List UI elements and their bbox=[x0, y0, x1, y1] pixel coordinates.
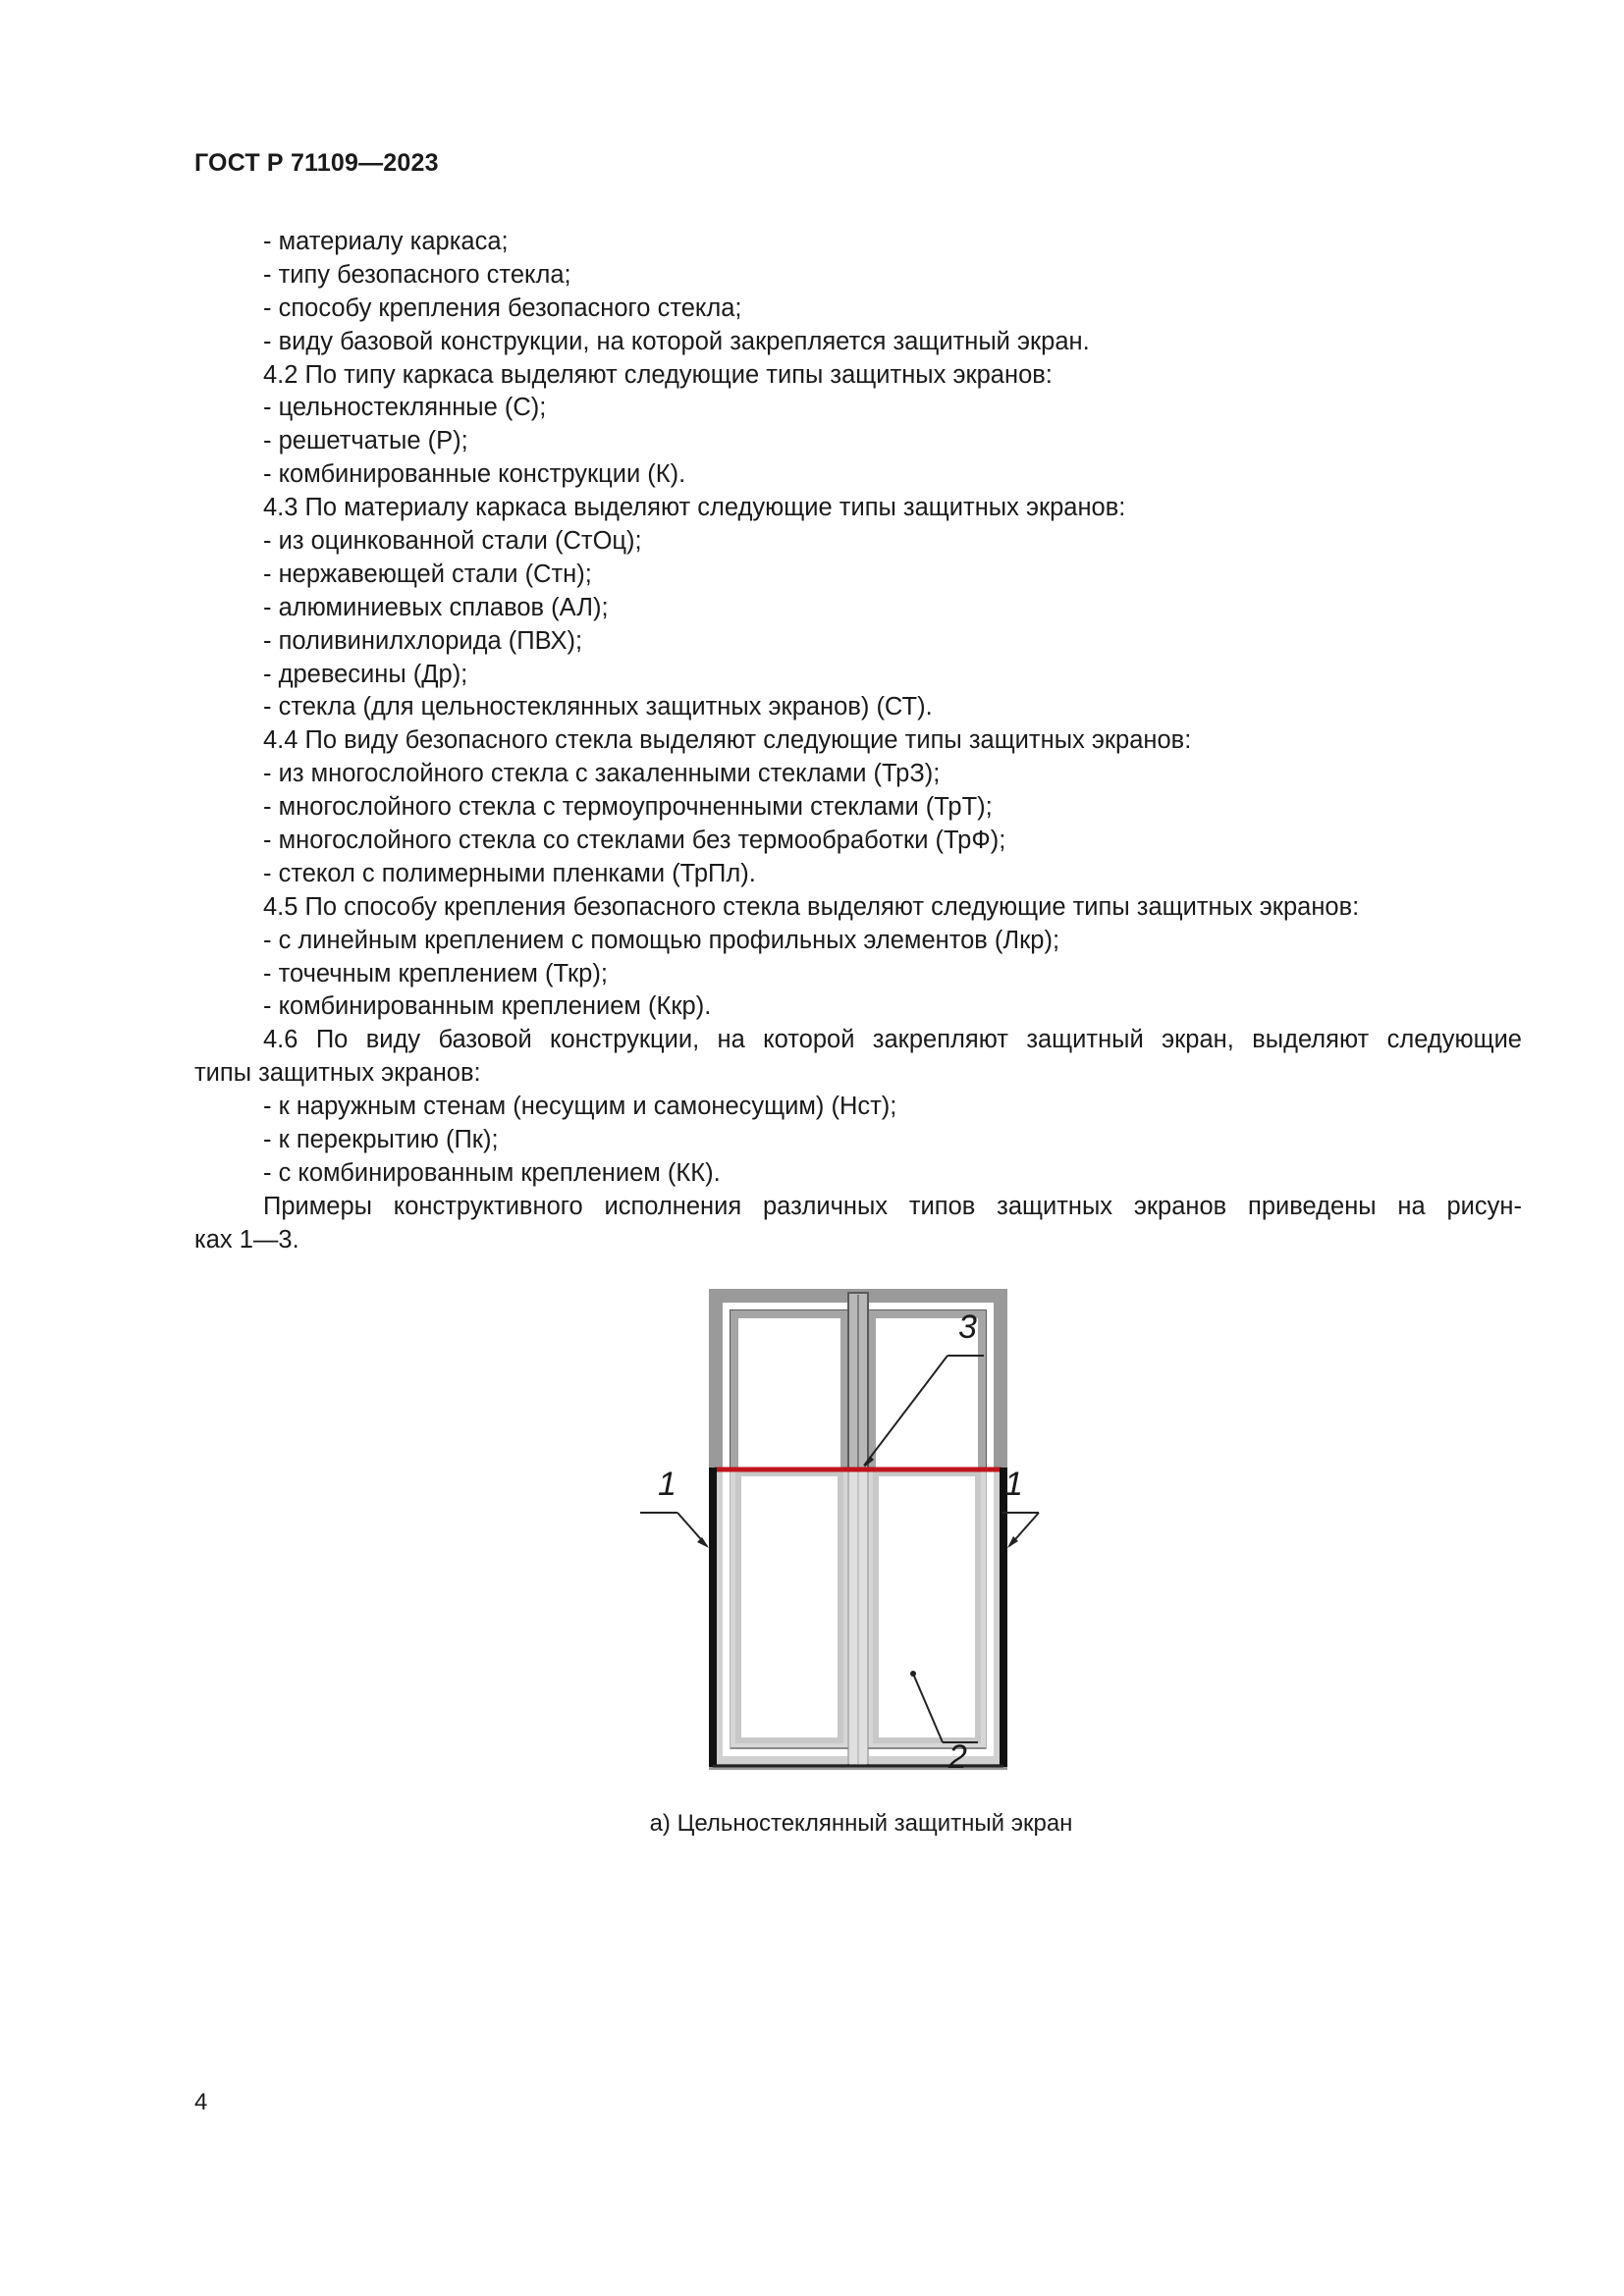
list-item: - точечным креплением (Ткр); bbox=[263, 959, 608, 988]
list-item: - нержавеющей стали (Стн); bbox=[263, 560, 592, 588]
list-item: - к перекрытию (Пк); bbox=[263, 1126, 499, 1154]
paragraph-heading: 4.5 По способу крепления безопасного стекла выделяют следующие типы защитных экранов: bbox=[263, 892, 1360, 921]
paragraph-4-6-line-1 bbox=[194, 1024, 1522, 1057]
list-item: - многослойного стекла со стеклами без термообработки (ТрФ); bbox=[263, 827, 1006, 855]
list-item: - с комбинированным креплением (КК). bbox=[263, 1158, 721, 1187]
left-fastening bbox=[709, 1468, 717, 1767]
figure-glass-screen bbox=[628, 1281, 1041, 1791]
paragraph-4-6-text: 4.6 По виду базовой конструкции, на которой закрепляют защитный экран, выделяют следующие bbox=[263, 1026, 1522, 1054]
list-item: - комбинированные конструкции (К). bbox=[263, 460, 686, 489]
document-header: ГОСТ Р 71109—2023 bbox=[194, 149, 439, 177]
list-item: - решетчатые (Р); bbox=[263, 427, 468, 455]
glass-screen-area bbox=[717, 1469, 1000, 1764]
list-item: - многослойного стекла с термоупрочненными стеклами (ТрТ); bbox=[263, 793, 993, 822]
list-item: - материалу каркаса; bbox=[263, 228, 509, 255]
document-body bbox=[194, 226, 1522, 1257]
list-item: - из многослойного стекла с закаленными стеклами (ТрЗ); bbox=[263, 760, 941, 788]
list-item: - поливинилхлорида (ПВХ); bbox=[263, 626, 583, 655]
figure-label-2: 2 bbox=[948, 1738, 967, 1776]
examples-paragraph-line-1 bbox=[194, 1191, 1522, 1224]
paragraph-heading: 4.2 По типу каркаса выделяют следующие типы защитных экранов: bbox=[263, 360, 1053, 389]
leader-1-left-arrow bbox=[697, 1537, 709, 1548]
list-item: - стекла (для цельностеклянных защитных экранов) (СТ). bbox=[263, 693, 933, 721]
figure-caption: а) Цельностеклянный защитный экран bbox=[649, 1810, 1073, 1837]
list-item: - древесины (Др); bbox=[263, 660, 468, 688]
figure-label-3: 3 bbox=[958, 1308, 977, 1346]
list-item: - с линейным креплением с помощью профильных элементов (Лкр); bbox=[263, 926, 1060, 954]
list-item: - виду базовой конструкции, на которой закрепляется защитный экран. bbox=[263, 327, 1090, 355]
figure-label-1-right: 1 bbox=[1004, 1466, 1023, 1503]
window-drawing bbox=[628, 1281, 1041, 1791]
list-item: - цельностеклянные (С); bbox=[263, 394, 547, 422]
examples-paragraph-line-2: ках 1—3. bbox=[194, 1225, 299, 1254]
examples-paragraph-text: Примеры конструктивного исполнения различных типов защитных экранов приведены на рисун- bbox=[263, 1192, 1522, 1220]
list-item: - к наружным стенам (несущим и самонесущим) (Нст); bbox=[263, 1093, 897, 1121]
list-item: - из оцинкованной стали (СтОц); bbox=[263, 527, 642, 556]
paragraph-heading: 4.3 По материалу каркаса выделяют следующие типы защитных экранов: bbox=[263, 494, 1126, 522]
page-number: 4 bbox=[194, 2089, 208, 2115]
list-item: - типу безопасного стекла; bbox=[263, 260, 571, 289]
list-item: - стекол с полимерными пленками (ТрПл). bbox=[263, 859, 756, 887]
list-item: - способу крепления безопасного стекла; bbox=[263, 294, 742, 322]
paragraph-heading: 4.4 По виду безопасного стекла выделяют следующие типы защитных экранов: bbox=[263, 726, 1192, 755]
paragraph-4-6-line-2: типы защитных экранов: bbox=[194, 1059, 481, 1088]
figure-label-1-left: 1 bbox=[658, 1466, 677, 1503]
list-item: - комбинированным креплением (Ккр). bbox=[263, 992, 712, 1021]
list-item: - алюминиевых сплавов (АЛ); bbox=[263, 593, 609, 621]
